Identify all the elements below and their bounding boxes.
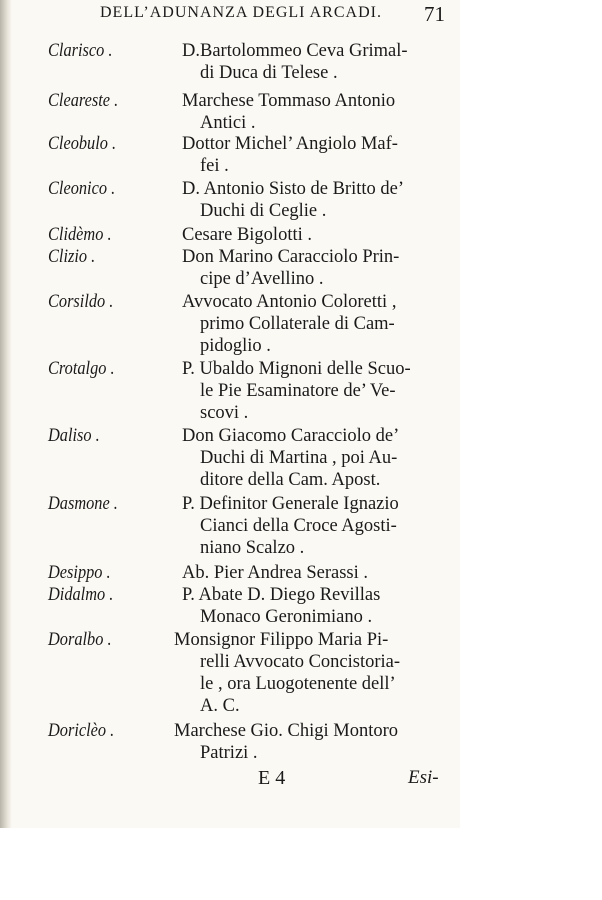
- arcadian-name: Cleonico .: [48, 178, 116, 199]
- member-description: [182, 358, 482, 424]
- description-line: Duchi di Ceglie .: [200, 201, 327, 221]
- description-line: Antici .: [200, 113, 256, 133]
- arcadian-name: Clidèmo .: [48, 224, 112, 245]
- description-line: Marchese Tommaso Antonio: [182, 91, 396, 111]
- description-line: cipe d’Avellino .: [200, 269, 324, 289]
- description-line: niano Scalzo .: [200, 538, 305, 558]
- description-line: P. Ubaldo Mignoni delle Scuo-: [182, 359, 411, 379]
- member-description: [182, 40, 482, 84]
- member-description: [174, 720, 482, 764]
- description-line: Duchi di Martina , poi Au-: [200, 448, 398, 468]
- description-line: Cesare Bigolotti .: [182, 225, 312, 245]
- description-line: le , ora Luogotenente dell’: [200, 674, 396, 694]
- description-line: fei .: [200, 156, 229, 176]
- description-line: Patrizi .: [200, 743, 258, 763]
- member-description: [182, 224, 482, 246]
- member-description: [182, 562, 482, 584]
- member-description: [182, 246, 482, 290]
- arcadian-name: Dasmone .: [48, 493, 118, 514]
- page-number: 71: [424, 2, 445, 26]
- member-description: [182, 493, 482, 559]
- member-description: [182, 584, 482, 628]
- description-line: relli Avvocato Concistoria-: [200, 652, 401, 672]
- arcadian-name: Doriclèo .: [48, 720, 115, 741]
- member-description: [182, 291, 482, 357]
- catchword: Esi-: [408, 767, 439, 788]
- arcadian-name: Daliso .: [48, 425, 100, 446]
- member-description: [182, 178, 482, 222]
- signature-mark: E 4: [258, 767, 286, 789]
- page-gutter-shadow: [0, 0, 12, 828]
- description-line: Dottor Michel’ Angiolo Maf-: [182, 134, 398, 154]
- description-line: scovi .: [200, 403, 249, 423]
- description-line: Monsignor Filippo Maria Pi-: [174, 630, 389, 650]
- arcadian-name: Corsildo .: [48, 291, 114, 312]
- member-description: [174, 629, 482, 717]
- description-line: pidoglio .: [200, 336, 271, 356]
- arcadian-name: Cleareste .: [48, 90, 119, 111]
- description-line: Cianci della Croce Agosti-: [200, 516, 397, 536]
- description-line: Don Giacomo Caracciolo de’: [182, 426, 400, 446]
- member-description: [182, 133, 482, 177]
- arcadian-name: Clarisco .: [48, 40, 113, 61]
- description-line: A. C.: [200, 696, 240, 716]
- description-line: Ab. Pier Andrea Serassi .: [182, 563, 368, 583]
- description-line: P. Abate D. Diego Revillas: [182, 585, 381, 605]
- member-description: [182, 90, 482, 134]
- arcadian-name: Doralbo .: [48, 629, 112, 650]
- arcadian-name: Crotalgo .: [48, 358, 115, 379]
- arcadian-name: Didalmo .: [48, 584, 114, 605]
- arcadian-name: Desippo .: [48, 562, 111, 583]
- description-line: di Duca di Telese .: [200, 63, 338, 83]
- description-line: Monaco Geronimiano .: [200, 607, 373, 627]
- description-line: D.Bartolommeo Ceva Grimal-: [182, 41, 408, 61]
- description-line: primo Collaterale di Cam-: [200, 314, 395, 334]
- description-line: ditore della Cam. Apost.: [200, 470, 381, 490]
- member-description: [182, 425, 482, 491]
- description-line: Marchese Gio. Chigi Montoro: [174, 721, 399, 741]
- arcadian-name: Cleobulo .: [48, 133, 117, 154]
- arcadian-name: Clizio .: [48, 246, 96, 267]
- description-line: D. Antonio Sisto de Britto de’: [182, 179, 404, 199]
- description-line: Avvocato Antonio Coloretti ,: [182, 292, 397, 312]
- description-line: P. Definitor Generale Ignazio: [182, 494, 399, 514]
- description-line: Don Marino Caracciolo Prin-: [182, 247, 400, 267]
- description-line: le Pie Esaminatore de’ Ve-: [200, 381, 396, 401]
- running-head: DELL’ADUNANZA DEGLI ARCADI.: [100, 4, 382, 21]
